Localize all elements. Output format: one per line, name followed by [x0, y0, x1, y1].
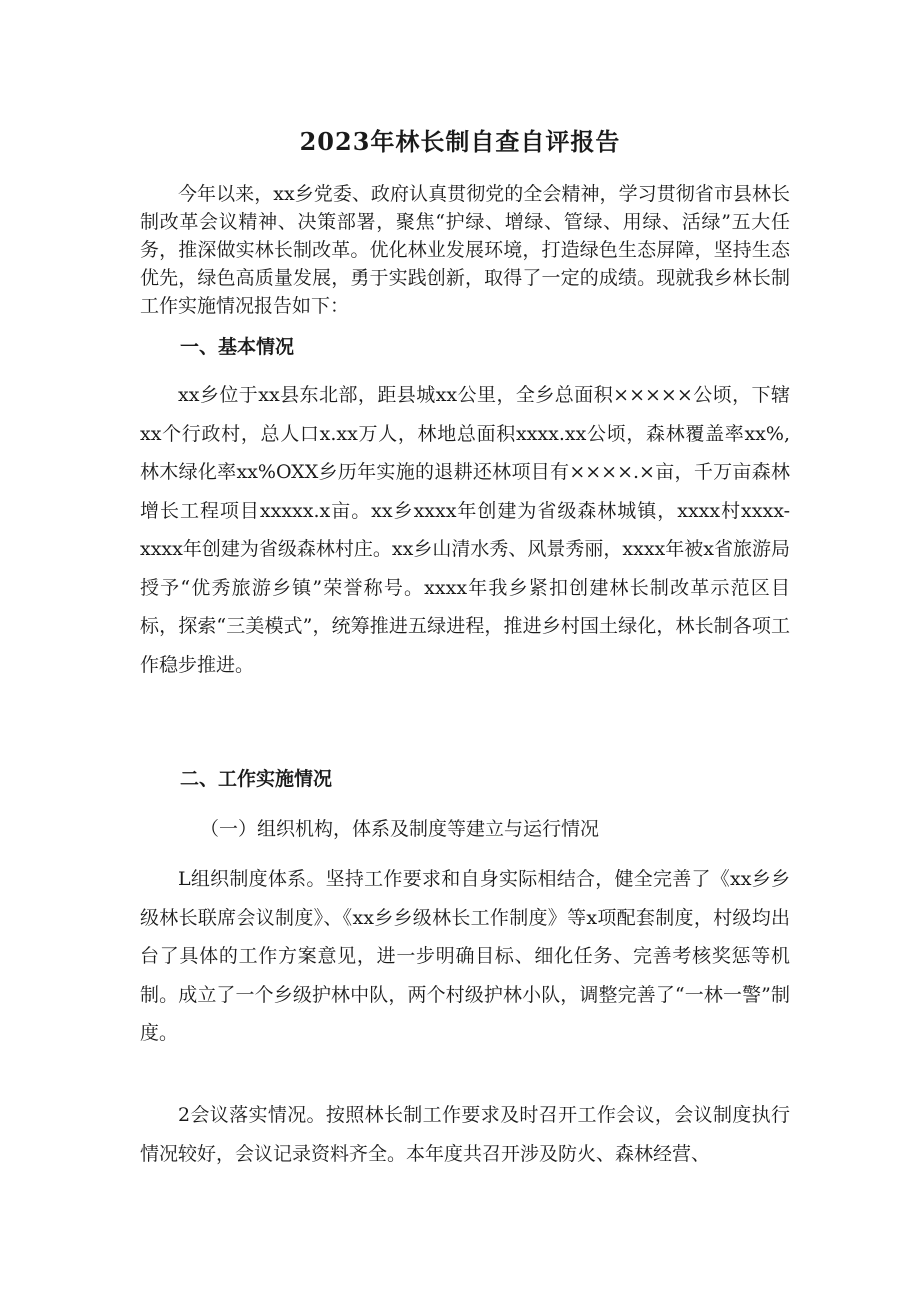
basic-info-paragraph: xx乡位于xx县东北部，距县城xx公里，全乡总面积×××××公顷，下辖xx个行政村，总人口x.xx万人，林地总面积xxxx.xx公顷，森林覆盖率xx%,林木绿化率xx%OXX乡历年实施的退耕还林项目有××××.×亩，千万亩森林增长工程项目xxxxx.x亩。xx乡xxxx年创建为省级森林城镇，xxxx村xxxx-xxxx年创建为省级森林村庄。xx乡山清水秀、风景秀丽，xxxx年被x省旅游局授予“优秀旅游乡镇”荣誉称号。xxxx年我乡紧扣创建林长制改革示范区目标，探索“三美模式”，统筹推进五绿进程，推进乡村国土绿化，林长制各项工作稳步推进。	[140, 384, 790, 676]
subsection-heading: （一）组织机构，体系及制度等建立与运行情况	[200, 818, 600, 840]
item-paragraph-1: L组织制度体系。坚持工作要求和自身实际相结合，健全完善了《xx乡乡级林长联席会议制度》、《xx乡乡级林长工作制度》等x项配套制度，村级均出台了具体的工作方案意见，进一步明确目标、细化任务、完善考核奖惩等机制。成立了一个乡级护林中队，两个村级护林小队，调整完善了“一林一警”制度。	[140, 868, 790, 1044]
item-paragraph-2: 2会议落实情况。按照林长制工作要求及时召开工作会议，会议制度执行情况较好，会议记录资料齐全。本年度共召开涉及防火、森林经营、	[140, 1104, 790, 1165]
intro-paragraph: 今年以来，xx乡党委、政府认真贯彻党的全会精神，学习贯彻省市县林长制改革会议精神、决策部署，聚焦“护绿、增绿、管绿、用绿、活绿”五大任务，推深做实林长制改革。优化林业发展环境，打造绿色生态屏障，坚持生态优先，绿色高质量发展，勇于实践创新，取得了一定的成绩。现就我乡林长制工作实施情况报告如下：	[140, 183, 790, 317]
document-title: 2023年林长制自查自评报告	[299, 127, 621, 156]
section-heading-implementation: 二、工作实施情况	[180, 768, 333, 790]
section-heading-basic: 一、基本情况	[180, 336, 295, 358]
